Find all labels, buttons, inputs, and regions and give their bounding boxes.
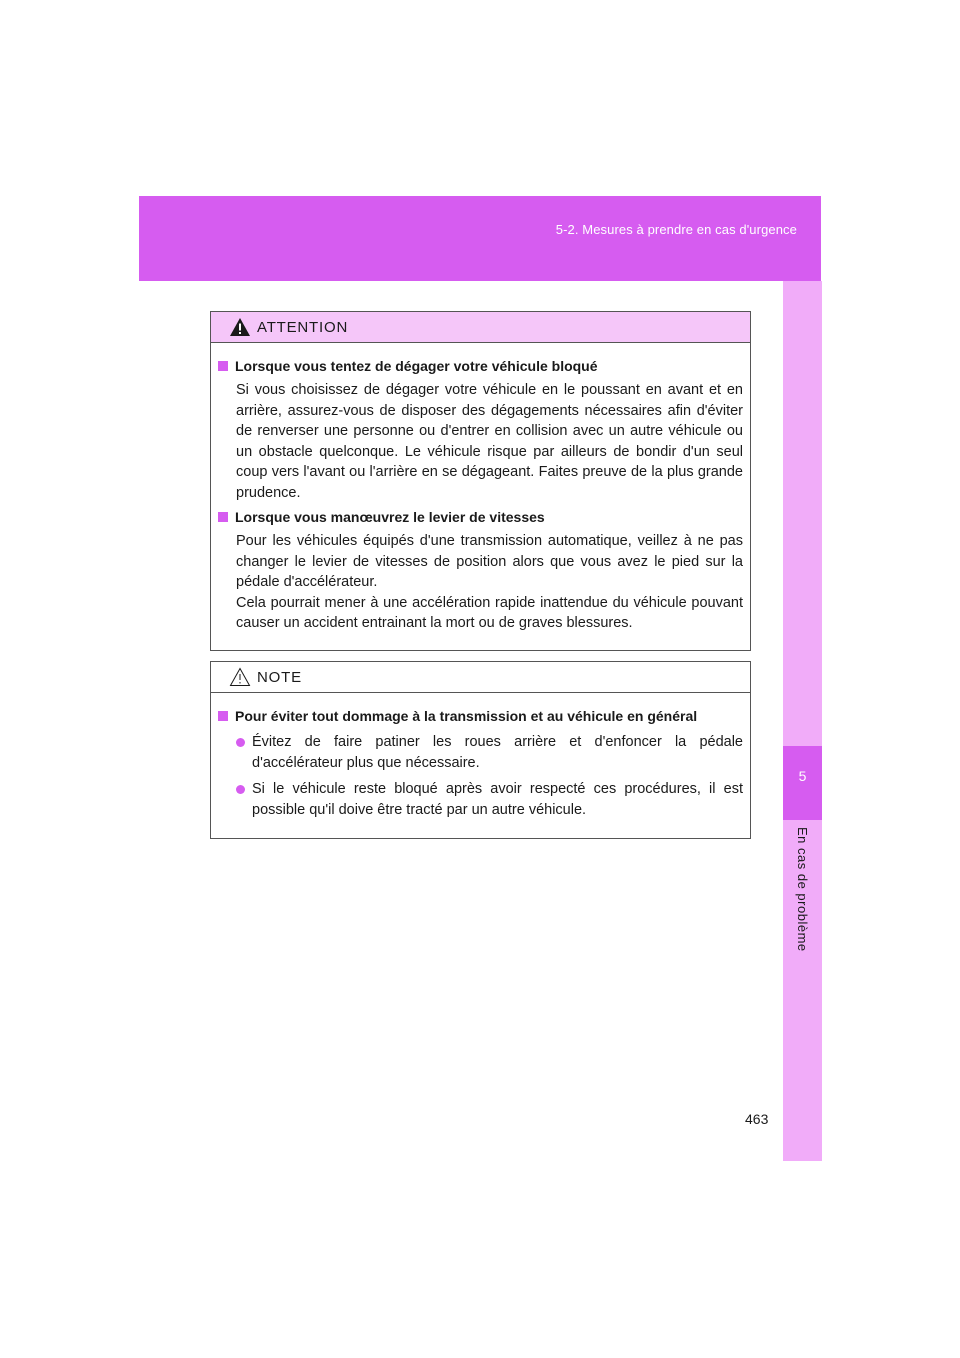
square-bullet-icon xyxy=(218,512,228,522)
caution-item-text: Pour les véhicules équipés d'une transmission automatique, veillez à ne pas changer le levier de vitesses de position alors que vous avez le pied sur la pédale d'accélérateur. Cela pourrait mener à une accélération rapide inattendue du véhicule pouvant causer un accident entrainant la mort ou de graves blessures. xyxy=(236,533,743,631)
note-box xyxy=(210,661,751,839)
caution-box xyxy=(210,311,751,651)
section-title: 5-2. Mesures à prendre en cas d'urgence xyxy=(555,222,797,237)
warning-triangle-outline-icon xyxy=(229,667,251,687)
chapter-number-tab xyxy=(783,746,822,820)
square-bullet-icon xyxy=(218,361,228,371)
chapter-side-tab xyxy=(783,281,822,1161)
list-item: Évitez de faire patiner les roues arrière et d'enfoncer la pédale d'accélérateur plus que nécessaire. xyxy=(218,732,743,773)
page-number: 463 xyxy=(745,1111,769,1127)
caution-item-heading: Lorsque vous manœuvrez le levier de vitesses xyxy=(218,507,743,527)
caution-item-text: Si vous choisissez de dégager votre véhicule en le poussant en avant et en arrière, assurez-vous de disposer des dégagements nécessaires afin d'éviter de renverser une personne ou d'entrer en collision avec un autre véhicule ou un obstacle quelconque. Le véhicule risque par ailleurs de bondir d'un seul coup vers l'avant ou l'arrière en se dégageant. Faites preuve de la plus grande prudence. xyxy=(236,382,743,501)
chapter-number: 5 xyxy=(798,768,807,784)
caution-header xyxy=(211,312,750,343)
caution-body xyxy=(211,343,750,650)
note-header xyxy=(211,662,750,693)
round-bullet-icon xyxy=(236,785,245,794)
square-bullet-icon xyxy=(218,711,228,721)
list-item: Si le véhicule reste bloqué après avoir respecté ces procédures, il est possible qu'il doive être tracté par un autre véhicule. xyxy=(218,779,743,820)
warning-triangle-filled-icon xyxy=(229,317,251,337)
round-bullet-icon xyxy=(236,738,245,747)
note-heading: Pour éviter tout dommage à la transmission et au véhicule en général xyxy=(218,706,743,726)
section-header-band xyxy=(139,196,821,281)
caution-item-heading: Lorsque vous tentez de dégager votre véhicule bloqué xyxy=(218,356,743,376)
note-title: NOTE xyxy=(257,668,302,686)
caution-title: ATTENTION xyxy=(257,318,349,336)
chapter-label: En cas de problème xyxy=(795,827,810,952)
note-body xyxy=(211,693,750,838)
